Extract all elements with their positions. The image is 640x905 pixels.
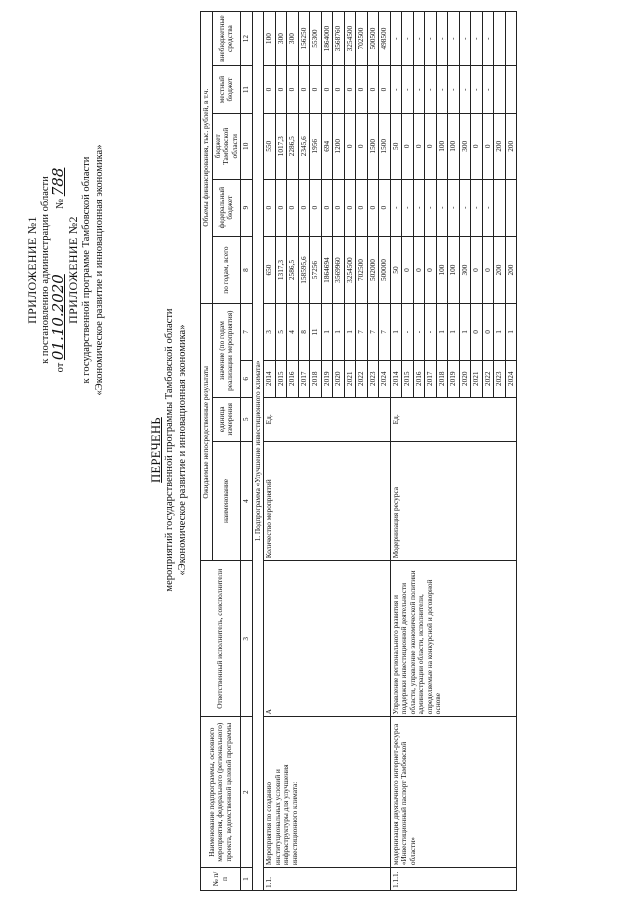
cell-total: 3254500 xyxy=(344,236,356,304)
cell-extra: - xyxy=(436,12,448,66)
cell-year: 2020 xyxy=(333,360,345,397)
cell-total: 57256 xyxy=(310,236,322,304)
cell-federal: - xyxy=(459,179,471,236)
cell-total: 502000 xyxy=(367,236,379,304)
header-value-by-year: значение (по годам реализации мероприятия) xyxy=(212,304,241,398)
header-fund-federal: федеральный бюджет xyxy=(212,179,241,236)
cell-total: 0 xyxy=(402,236,414,304)
cell-regional: 0 xyxy=(471,114,483,180)
cell-value: 1 xyxy=(390,304,402,360)
cell-year: 2014 xyxy=(390,360,402,397)
cell-federal xyxy=(505,179,517,236)
cell-extra: 3568760 xyxy=(333,12,345,66)
cell-regional: 550 xyxy=(264,114,276,180)
cell-value: 1 xyxy=(494,304,506,360)
cell-extra: 3254500 xyxy=(344,12,356,66)
item-executor: А xyxy=(264,561,391,717)
cell-local: 0 xyxy=(356,66,368,114)
cell-year: 2015 xyxy=(402,360,414,397)
cell-year: 2023 xyxy=(367,360,379,397)
cell-local: 0 xyxy=(275,66,287,114)
cell-total: 0 xyxy=(471,236,483,304)
item-executor: Управление регионального развития и поддержки инвестиционной деятельности области, управление экономической политики администрации области, исполнители, определяемые на конкурсной и договорной основе xyxy=(390,561,517,717)
cell-federal: - xyxy=(425,179,437,236)
item-result-name: Модернизация ресурса xyxy=(390,441,517,561)
cell-total: 100 xyxy=(436,236,448,304)
cell-local: - xyxy=(390,66,402,114)
cell-extra: - xyxy=(459,12,471,66)
cell-total: 50 xyxy=(390,236,402,304)
appendix-program-name: «Экономическое развитие и инновационная экономика» xyxy=(94,144,105,396)
cell-value: 1 xyxy=(448,304,460,360)
cell-extra: 55300 xyxy=(310,12,322,66)
cell-extra: - xyxy=(390,12,402,66)
activities-table-wrapper xyxy=(200,11,517,891)
cell-local: 0 xyxy=(321,66,333,114)
cell-year: 2018 xyxy=(436,360,448,397)
col-num-3: 3 xyxy=(241,561,253,717)
section-row xyxy=(252,12,264,891)
cell-federal: 0 xyxy=(310,179,322,236)
cell-year: 2023 xyxy=(494,360,506,397)
col-num-5: 5 xyxy=(241,398,253,442)
cell-federal: - xyxy=(402,179,414,236)
cell-local: 0 xyxy=(264,66,276,114)
cell-federal: 0 xyxy=(321,179,333,236)
cell-year: 2022 xyxy=(482,360,494,397)
cell-value: - xyxy=(413,304,425,360)
cell-regional: 0 xyxy=(344,114,356,180)
appendix-date-number-line xyxy=(49,105,67,435)
number-prefix: № xyxy=(55,198,66,209)
cell-value: 1 xyxy=(321,304,333,360)
cell-value: 1 xyxy=(505,304,517,360)
activities-table xyxy=(200,11,517,891)
header-executor: Ответственный исполнитель, соисполнители xyxy=(201,561,241,717)
cell-federal: 0 xyxy=(344,179,356,236)
cell-total: 650 xyxy=(264,236,276,304)
col-num-9: 9 xyxy=(241,179,253,236)
header-result-name: наименование xyxy=(212,441,241,561)
cell-total: 200 xyxy=(494,236,506,304)
item-unit: Ед. xyxy=(390,398,517,442)
cell-local: 0 xyxy=(344,66,356,114)
cell-regional: 1017,3 xyxy=(275,114,287,180)
cell-value: 3 xyxy=(264,304,276,360)
cell-total: 158595,6 xyxy=(298,236,310,304)
cell-regional: 0 xyxy=(425,114,437,180)
header-name: Наименование подпрограммы, основного мероприятия, федерального (регионального) проекта, ведомственной целевой программы xyxy=(201,717,241,868)
cell-regional: 1956 xyxy=(310,114,322,180)
cell-regional: 200 xyxy=(505,114,517,180)
cell-extra: - xyxy=(471,12,483,66)
cell-federal: - xyxy=(390,179,402,236)
header-num: № п/п xyxy=(201,868,241,891)
cell-extra: 300 xyxy=(275,12,287,66)
header-fund-local: местный бюджет xyxy=(212,66,241,114)
cell-federal: - xyxy=(482,179,494,236)
cell-federal: 0 xyxy=(287,179,299,236)
table-row xyxy=(390,12,402,891)
cell-extra: - xyxy=(402,12,414,66)
cell-federal: 0 xyxy=(275,179,287,236)
cell-year: 2021 xyxy=(471,360,483,397)
cell-year: 2016 xyxy=(287,360,299,397)
cell-regional: 2345,6 xyxy=(298,114,310,180)
cell-total: 200 xyxy=(505,236,517,304)
cell-regional: 2286,5 xyxy=(287,114,299,180)
cell-extra: 156250 xyxy=(298,12,310,66)
cell-year: 2024 xyxy=(505,360,517,397)
appendix-resolution-line: к постановлению администрации области xyxy=(40,176,51,364)
appendix-title-2: ПРИЛОЖЕНИЕ №2 xyxy=(66,216,80,324)
handwritten-number: 788 xyxy=(49,167,67,197)
cell-local xyxy=(494,66,506,114)
handwritten-date: 01.10.2020 xyxy=(49,274,67,361)
table-body xyxy=(241,12,517,891)
item-unit: Ед. xyxy=(264,398,391,442)
cell-value: - xyxy=(425,304,437,360)
cell-local: 0 xyxy=(379,66,391,114)
cell-value: 4 xyxy=(287,304,299,360)
cell-local: - xyxy=(425,66,437,114)
cell-local: 0 xyxy=(367,66,379,114)
appendix-program-line: к государственной программе Тамбовской области xyxy=(81,156,92,384)
date-prefix: от xyxy=(55,362,66,373)
col-num-11: 11 xyxy=(241,66,253,114)
cell-extra: - xyxy=(448,12,460,66)
header-unit: единица измерения xyxy=(212,398,241,442)
header-funding: Объемы финансирования, тыс. рублей, в т.ч. xyxy=(201,12,213,304)
cell-regional: 0 xyxy=(402,114,414,180)
cell-total: 0 xyxy=(425,236,437,304)
cell-value: 0 xyxy=(482,304,494,360)
cell-regional: 0 xyxy=(482,114,494,180)
cell-local: - xyxy=(436,66,448,114)
cell-regional: 1500 xyxy=(379,114,391,180)
cell-regional: 0 xyxy=(356,114,368,180)
cell-local: - xyxy=(471,66,483,114)
cell-local: 0 xyxy=(310,66,322,114)
cell-extra: - xyxy=(482,12,494,66)
cell-local: 0 xyxy=(298,66,310,114)
cell-year: 2014 xyxy=(264,360,276,397)
cell-total: 500000 xyxy=(379,236,391,304)
cell-year: 2017 xyxy=(298,360,310,397)
cell-value: 0 xyxy=(471,304,483,360)
cell-value: - xyxy=(402,304,414,360)
cell-value: 1 xyxy=(333,304,345,360)
section-title: 1. Подпрограмма «Улучшение инвестиционного климата» xyxy=(252,12,264,891)
item-name: модернизация двуязычного интернет-ресурса «Инвестиционный паспорт Тамбовской области» xyxy=(390,717,517,868)
cell-federal: 0 xyxy=(333,179,345,236)
cell-federal: - xyxy=(448,179,460,236)
cell-local: - xyxy=(448,66,460,114)
cell-value: 1 xyxy=(344,304,356,360)
cell-regional: 1200 xyxy=(333,114,345,180)
cell-regional: 100 xyxy=(448,114,460,180)
cell-regional: 1500 xyxy=(367,114,379,180)
cell-total: 3569960 xyxy=(333,236,345,304)
cell-federal: - xyxy=(471,179,483,236)
cell-regional: 694 xyxy=(321,114,333,180)
cell-total: 100 xyxy=(448,236,460,304)
cell-regional: 300 xyxy=(459,114,471,180)
cell-value: 7 xyxy=(367,304,379,360)
cell-total: 702500 xyxy=(356,236,368,304)
cell-total: 1864694 xyxy=(321,236,333,304)
cell-total: 0 xyxy=(482,236,494,304)
cell-federal: - xyxy=(436,179,448,236)
col-num-6: 6 xyxy=(241,360,253,397)
cell-value: 8 xyxy=(298,304,310,360)
cell-extra: 1864000 xyxy=(321,12,333,66)
table-row xyxy=(264,12,276,891)
cell-local: 0 xyxy=(287,66,299,114)
cell-local: - xyxy=(413,66,425,114)
cell-value: 7 xyxy=(356,304,368,360)
cell-year: 2024 xyxy=(379,360,391,397)
cell-extra: - xyxy=(413,12,425,66)
col-num-4: 4 xyxy=(241,441,253,561)
cell-year: 2017 xyxy=(425,360,437,397)
header-fund-extra: внебюджетные средства xyxy=(212,12,241,66)
cell-year: 2021 xyxy=(344,360,356,397)
cell-year: 2019 xyxy=(321,360,333,397)
cell-year: 2018 xyxy=(310,360,322,397)
header-fund-total: по годам, всего xyxy=(212,236,241,304)
appendix-title-1: ПРИЛОЖЕНИЕ №1 xyxy=(25,216,39,324)
col-num-7: 7 xyxy=(241,304,253,360)
cell-federal: 0 xyxy=(379,179,391,236)
item-result-name: Количество мероприятий xyxy=(264,441,391,561)
cell-federal: - xyxy=(413,179,425,236)
cell-federal xyxy=(494,179,506,236)
cell-year: 2022 xyxy=(356,360,368,397)
cell-total: 300 xyxy=(459,236,471,304)
cell-local: - xyxy=(402,66,414,114)
cell-value: 7 xyxy=(379,304,391,360)
item-number: 1.1. xyxy=(264,868,391,891)
cell-extra: 500500 xyxy=(367,12,379,66)
cell-local: 0 xyxy=(333,66,345,114)
cell-extra: - xyxy=(425,12,437,66)
title-list: ПЕРЕЧЕНЬ xyxy=(149,417,163,483)
cell-value: 1 xyxy=(459,304,471,360)
cell-total: 0 xyxy=(413,236,425,304)
cell-extra: 498500 xyxy=(379,12,391,66)
cell-year: 2016 xyxy=(413,360,425,397)
cell-total: 2586,5 xyxy=(287,236,299,304)
cell-local: - xyxy=(459,66,471,114)
cell-federal: 0 xyxy=(356,179,368,236)
column-numbers-row xyxy=(241,12,253,891)
cell-year: 2015 xyxy=(275,360,287,397)
cell-regional: 50 xyxy=(390,114,402,180)
col-num-1: 1 xyxy=(241,868,253,891)
cell-extra: 100 xyxy=(264,12,276,66)
cell-extra: 300 xyxy=(287,12,299,66)
cell-value: 11 xyxy=(310,304,322,360)
cell-federal: 0 xyxy=(264,179,276,236)
cell-year: 2019 xyxy=(448,360,460,397)
col-num-2: 2 xyxy=(241,717,253,868)
cell-value: 1 xyxy=(436,304,448,360)
cell-federal: 0 xyxy=(367,179,379,236)
title-subtitle: мероприятий государственной программы Тамбовской области xyxy=(164,308,175,592)
title-program-name: «Экономическое развитие и инновационная экономика» xyxy=(177,324,188,576)
col-num-12: 12 xyxy=(241,12,253,66)
col-num-10: 10 xyxy=(241,114,253,180)
cell-regional: 200 xyxy=(494,114,506,180)
cell-federal: 0 xyxy=(298,179,310,236)
col-num-8: 8 xyxy=(241,236,253,304)
cell-local xyxy=(505,66,517,114)
header-fund-regional: бюджет Тамбовской области xyxy=(212,114,241,180)
cell-total: 1317,3 xyxy=(275,236,287,304)
cell-extra: 702500 xyxy=(356,12,368,66)
cell-extra xyxy=(505,12,517,66)
cell-regional: 100 xyxy=(436,114,448,180)
cell-regional: 0 xyxy=(413,114,425,180)
header-expected-results: Ожидаемые непосредственные результаты xyxy=(201,304,213,561)
appendix-header xyxy=(26,105,106,435)
item-number: 1.1.1. xyxy=(390,868,517,891)
cell-value: 5 xyxy=(275,304,287,360)
document-title xyxy=(150,245,189,655)
cell-year: 2020 xyxy=(459,360,471,397)
item-name: Мероприятия по созданию институциональных условий и инфраструктуры для улучшения инвестиционного климата: xyxy=(264,717,391,868)
cell-extra xyxy=(494,12,506,66)
cell-local: - xyxy=(482,66,494,114)
